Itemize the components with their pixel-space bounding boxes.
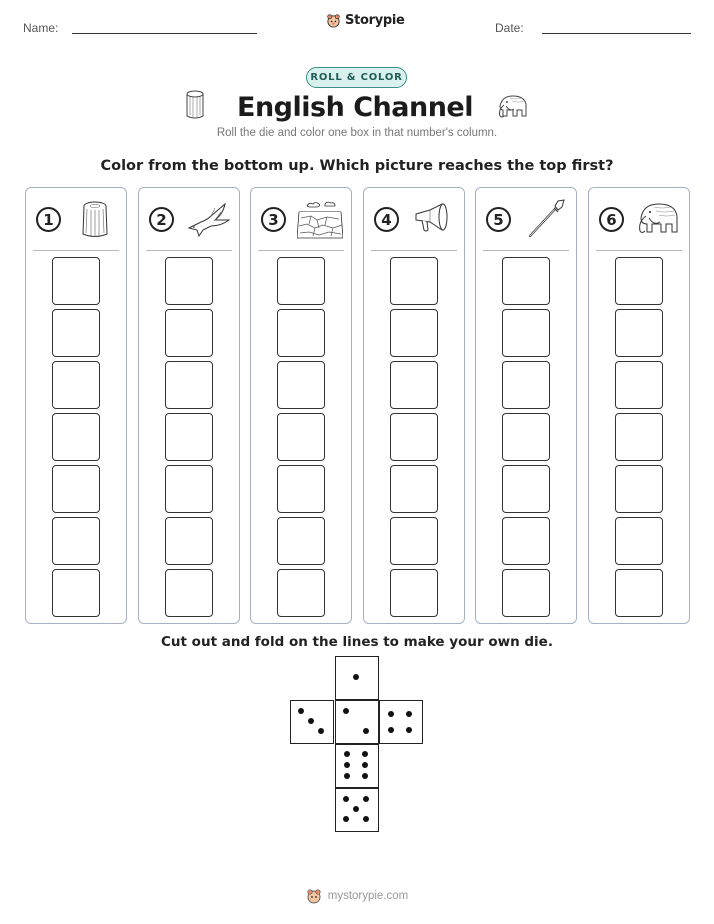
die-pip xyxy=(343,816,349,822)
die-pip xyxy=(343,796,349,802)
color-box[interactable] xyxy=(277,569,325,617)
die-net xyxy=(290,656,426,836)
color-box[interactable] xyxy=(615,465,663,513)
color-box[interactable] xyxy=(165,257,213,305)
bird-icon xyxy=(185,198,231,240)
page-subtitle: Roll the die and color one box in that number's column. xyxy=(216,127,498,139)
die-pip xyxy=(353,806,359,812)
die-pip xyxy=(344,773,350,779)
color-box[interactable] xyxy=(502,413,550,461)
color-box[interactable] xyxy=(615,361,663,409)
color-box[interactable] xyxy=(615,309,663,357)
die-pip xyxy=(362,773,368,779)
die-face-6 xyxy=(335,744,379,788)
storypie-mascot-icon xyxy=(326,13,341,28)
column-divider xyxy=(371,250,457,251)
page-title xyxy=(0,90,714,123)
name-field[interactable] xyxy=(72,33,257,34)
color-box[interactable] xyxy=(165,569,213,617)
color-box[interactable] xyxy=(390,361,438,409)
color-box[interactable] xyxy=(502,309,550,357)
column-number: 5 xyxy=(486,207,511,232)
die-pip xyxy=(362,751,368,757)
color-box[interactable] xyxy=(52,413,100,461)
cracked-land-icon xyxy=(297,198,343,240)
column-number: 6 xyxy=(599,207,624,232)
die-pip xyxy=(344,751,350,757)
date-field[interactable] xyxy=(542,33,691,34)
die-face-1 xyxy=(335,656,379,700)
die-pip xyxy=(308,718,314,724)
color-box[interactable] xyxy=(277,517,325,565)
die-pip xyxy=(318,728,324,734)
color-box[interactable] xyxy=(390,309,438,357)
die-pip xyxy=(388,711,394,717)
column-divider xyxy=(483,250,569,251)
color-box[interactable] xyxy=(52,517,100,565)
color-box[interactable] xyxy=(502,257,550,305)
instruction-text: Color from the bottom up. Which picture reaches the top first? xyxy=(100,158,614,174)
color-box[interactable] xyxy=(52,569,100,617)
die-pip xyxy=(363,816,369,822)
die-pip xyxy=(353,674,359,680)
color-box[interactable] xyxy=(615,257,663,305)
die-face-5 xyxy=(335,788,379,832)
storypie-logo xyxy=(326,13,405,28)
color-box[interactable] xyxy=(277,257,325,305)
color-box[interactable] xyxy=(615,413,663,461)
color-box[interactable] xyxy=(390,465,438,513)
roll-column-4 xyxy=(363,187,465,624)
horn-icon xyxy=(410,198,456,240)
column-divider xyxy=(146,250,232,251)
roll-column-3 xyxy=(250,187,352,624)
roll-column-2 xyxy=(138,187,240,624)
die-pip xyxy=(344,762,350,768)
color-box[interactable] xyxy=(502,569,550,617)
die-face-3 xyxy=(290,700,334,744)
brand-name: Storypie xyxy=(345,13,405,28)
die-pip xyxy=(363,728,369,734)
die-face-2 xyxy=(335,700,379,744)
color-box[interactable] xyxy=(165,361,213,409)
spear-icon xyxy=(522,198,568,240)
column-divider xyxy=(258,250,344,251)
roll-column-6 xyxy=(588,187,690,624)
die-pip xyxy=(388,727,394,733)
column-divider xyxy=(596,250,682,251)
mammoth-icon xyxy=(496,92,530,120)
tree-stump-icon xyxy=(184,90,206,120)
die-instruction: Cut out and fold on the lines to make your own die. xyxy=(161,634,553,650)
color-box[interactable] xyxy=(615,569,663,617)
activity-badge: ROLL & COLOR xyxy=(306,67,407,88)
page-title-text: English Channel xyxy=(237,92,473,123)
die-pip xyxy=(298,708,304,714)
die-pip xyxy=(406,711,412,717)
tree-stump-icon xyxy=(72,198,118,240)
die-face-4 xyxy=(379,700,423,744)
column-number: 3 xyxy=(261,207,286,232)
die-pip xyxy=(406,727,412,733)
mammoth-icon xyxy=(635,198,681,240)
name-label: Name: xyxy=(23,21,59,35)
die-pip xyxy=(343,708,349,714)
roll-column-5 xyxy=(475,187,577,624)
color-box[interactable] xyxy=(390,413,438,461)
color-box[interactable] xyxy=(52,309,100,357)
column-divider xyxy=(33,250,119,251)
color-box[interactable] xyxy=(502,465,550,513)
color-box[interactable] xyxy=(277,413,325,461)
column-number: 4 xyxy=(374,207,399,232)
color-box[interactable] xyxy=(52,361,100,409)
color-box[interactable] xyxy=(165,413,213,461)
color-box[interactable] xyxy=(615,517,663,565)
color-box[interactable] xyxy=(52,257,100,305)
column-number: 1 xyxy=(36,207,61,232)
roll-column-1 xyxy=(25,187,127,624)
die-pip xyxy=(363,796,369,802)
die-pip xyxy=(362,762,368,768)
color-box[interactable] xyxy=(502,361,550,409)
color-box[interactable] xyxy=(52,465,100,513)
storypie-mascot-icon xyxy=(306,888,322,904)
color-box[interactable] xyxy=(277,465,325,513)
footer-url[interactable]: mystorypie.com xyxy=(327,890,409,902)
column-number: 2 xyxy=(149,207,174,232)
color-box[interactable] xyxy=(390,517,438,565)
color-box[interactable] xyxy=(390,569,438,617)
color-box[interactable] xyxy=(390,257,438,305)
color-box[interactable] xyxy=(165,309,213,357)
color-box[interactable] xyxy=(165,465,213,513)
color-box[interactable] xyxy=(277,361,325,409)
color-box[interactable] xyxy=(502,517,550,565)
color-box[interactable] xyxy=(165,517,213,565)
color-box[interactable] xyxy=(277,309,325,357)
footer xyxy=(0,888,714,904)
date-label: Date: xyxy=(495,21,524,35)
